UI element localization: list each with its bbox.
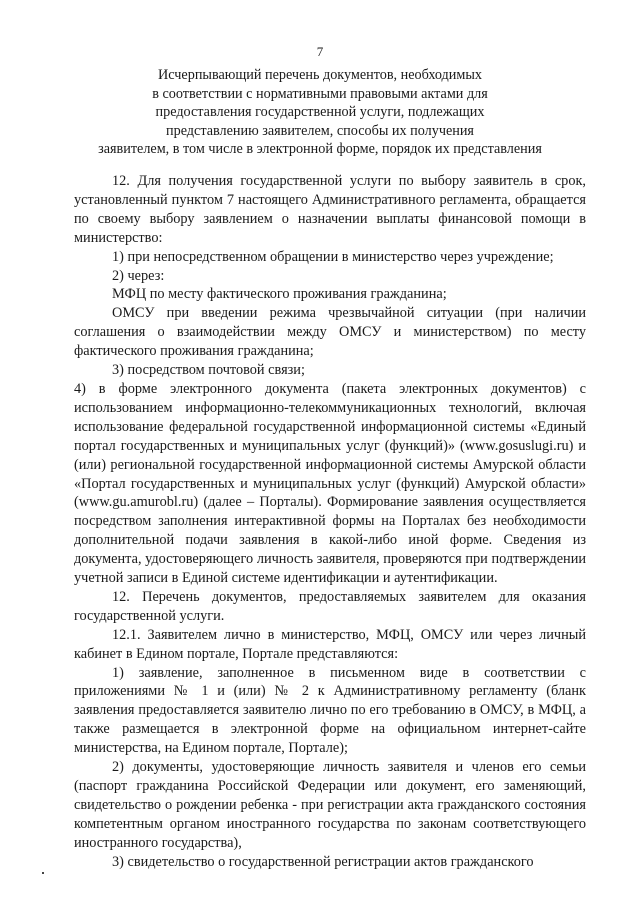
list-item-4: 4) в форме электронного документа (пакета электронных документов) с использованием информационно-телекоммуникационных технологий, включая использование федеральной государственной информационной системы «Единый портал государственных и муниципальных услуг (функций)» (www.gosuslugi.ru) и (или) региональной государственной информационной системы Амурской области «Портал государственных и муниципальных услуг (функций) Амурской области» (www.gu.amurobl.ru) (далее – Порталы). Формирование заявления осуществляется посредством заполнения интерактивной формы на Порталах без необходимости дополнительной подачи заявления в какой-либо иной форме. Сведения из документа, удостоверяющего личность заявителя, проверяются при подтверждении учетной записи в Единой системе идентификации и аутентификации. <box>74 380 586 587</box>
heading-line: Исчерпывающий перечень документов, необходимых <box>158 67 482 83</box>
document-body <box>74 172 586 872</box>
heading-line: представлению заявителем, способы их получения <box>166 122 474 139</box>
documents-item-1: 1) заявление, заполненное в письменном виде в соответствии с приложениями № 1 и (или) № 2 к Административному регламенту (бланк заявления предоставляется заявителю лично по его требованию в ОМСУ, в МФЦ, а также размещается в электронной форме на официальном интернет-сайте министерства, на Едином портале, Портале); <box>74 664 586 757</box>
heading-line: предоставления государственной услуги, подлежащих <box>155 104 485 121</box>
documents-item-2: 2) документы, удостоверяющие личность заявителя и членов его семьи (паспорт гражданина Российской Федерации или документ, его заменяющий, свидетельство о рождении ребенка - при регистрации акта гражданского состояния компетентным органом иностранного государства по законам соответствующего иностранного государства), <box>74 759 586 851</box>
list-item-2: 2) через: <box>112 267 165 284</box>
list-item-3: 3) посредством почтовой связи; <box>112 362 305 379</box>
heading-line: заявителем, в том числе в электронной форме, порядок их представления <box>98 141 542 158</box>
paragraph-12-documents: 12. Перечень документов, предоставляемых заявителем для оказания государственной услуги. <box>74 588 586 624</box>
paragraph-12-intro: 12. Для получения государственной услуги по выбору заявитель в срок, установленный пунктом 7 настоящего Административного регламента, обращается по своему выбору заявлением о назначении выплаты финансовой помощи в министерство: <box>74 173 586 246</box>
documents-item-3: 3) свидетельство о государственной регистрации актов гражданского <box>112 853 534 870</box>
list-item-1: 1) при непосредственном обращении в министерство через учреждение; <box>112 248 554 265</box>
heading-line: в соответствии с нормативными правовыми актами для <box>152 85 488 102</box>
paragraph-12-1: 12.1. Заявителем лично в министерство, МФЦ, ОМСУ или через личный кабинет в Едином портале, Портале представляются: <box>74 626 586 662</box>
page-number: 7 <box>316 44 324 59</box>
list-subitem-mfc: МФЦ по месту фактического проживания гражданина; <box>112 286 447 303</box>
section-heading <box>40 66 600 159</box>
list-subitem-omsu: ОМСУ при введении режима чрезвычайной ситуации (при наличии соглашения о взаимодействии между ОМСУ и министерством) по месту фактического проживания гражданина; <box>74 305 586 360</box>
scan-speck <box>42 872 44 874</box>
